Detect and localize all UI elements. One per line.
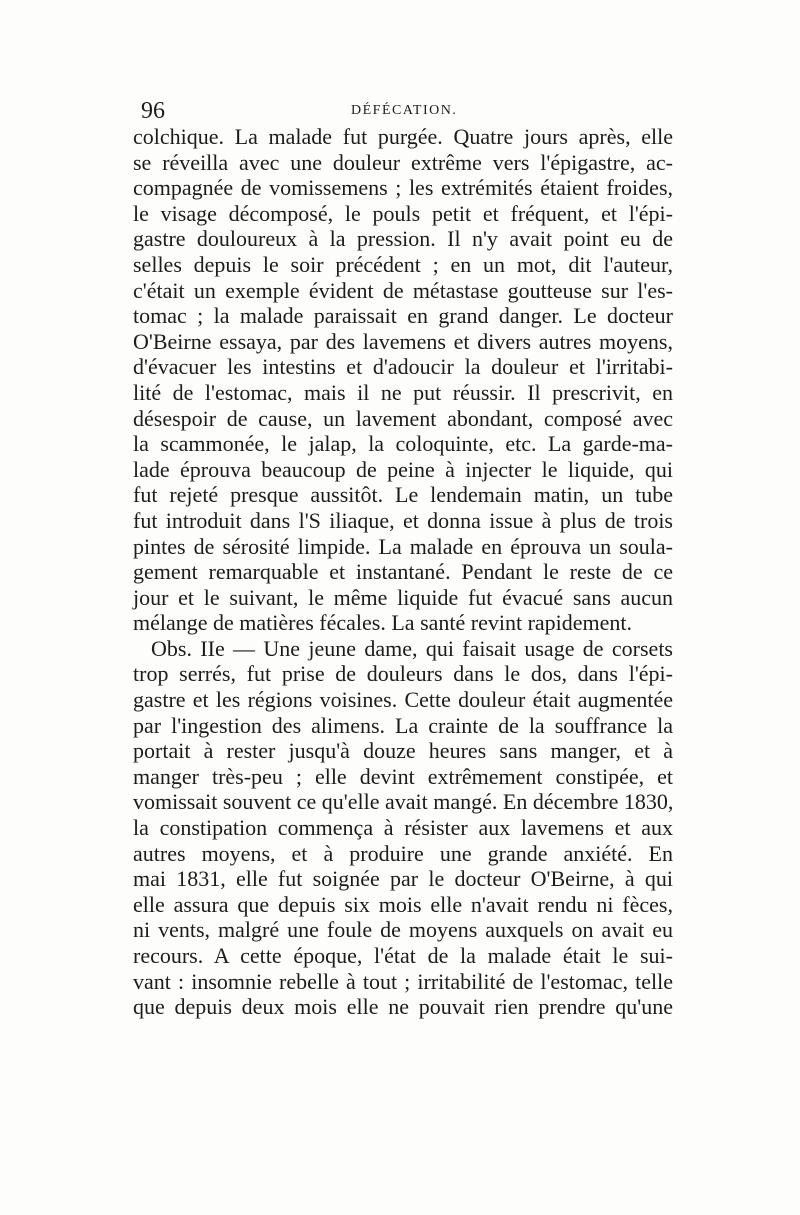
text-line: O'Beirne essaya, par des lavemens et divers autres moyens, [133, 328, 673, 354]
text-line: vomissait souvent ce qu'elle avait mangé. En décembre 1830, [133, 789, 674, 815]
text-line: vant : insomnie rebelle à tout ; irritabilité de l'estomac, telle [133, 968, 673, 994]
text-line: colchique. La malade fut purgée. Quatre jours après, elle [133, 124, 673, 149]
text-line: la scammonée, le jalap, la coloquinte, etc. La garde-ma- [133, 431, 673, 457]
text-line: mai 1831, elle fut soignée par le docteur O'Beirne, à qui [133, 866, 673, 892]
text-line: gement remarquable et instantané. Pendant le reste de ce [133, 559, 673, 585]
text-line: gastre douloureux à la pression. Il n'y avait point eu de [133, 226, 673, 252]
page-number: 96 [141, 98, 165, 124]
text-line: c'était un exemple évident de métastase goutteuse sur l'es- [133, 277, 673, 303]
text-line: tomac ; la malade paraissait en grand danger. Le docteur [133, 303, 673, 329]
text-line: lité de l'estomac, mais il ne put réussir. Il prescrivit, en [133, 379, 673, 405]
text-line: selles depuis le soir précédent ; en un mot, dit l'auteur, [133, 251, 673, 277]
text-line: fut rejeté presque aussitôt. Le lendemain matin, un tube [133, 482, 673, 508]
text-line: portait à rester jusqu'à douze heures sans manger, et à [133, 738, 673, 764]
text-line: gastre et les régions voisines. Cette douleur était augmentée [133, 687, 673, 713]
text-line: lade éprouva beaucoup de peine à injecter le liquide, qui [133, 456, 673, 482]
body-text [133, 124, 673, 1020]
text-line: pintes de sérosité limpide. La malade en éprouva un soula- [133, 533, 673, 559]
text-line: recours. A cette époque, l'état de la malade était le sui- [133, 943, 673, 968]
text-line: Obs. IIe — Une jeune dame, qui faisait usage de corsets [151, 635, 673, 661]
text-line: fut introduit dans l'S iliaque, et donna issue à plus de trois [133, 507, 673, 533]
text-line: trop serrés, fut prise de douleurs dans le dos, dans l'épi- [133, 661, 673, 687]
text-line: se réveilla avec une douleur extrême vers l'épigastre, ac- [133, 149, 673, 175]
text-line: le visage décomposé, le pouls petit et fréquent, et l'épi- [133, 200, 673, 226]
text-line: jour et le suivant, le même liquide fut évacué sans aucun [133, 584, 673, 610]
running-title: DÉFÉCATION. [351, 103, 458, 118]
text-line: autres moyens, et à produire une grande anxiété. En [133, 840, 673, 866]
text-line: que depuis deux mois elle ne pouvait rien prendre qu'une [133, 994, 673, 1020]
text-line: ni vents, malgré une foule de moyens auxquels on avait eu [133, 917, 673, 943]
page-header [133, 96, 673, 126]
text-line: désespoir de cause, un lavement abondant, composé avec [133, 405, 673, 431]
text-line: d'évacuer les intestins et d'adoucir la douleur et l'irritabi- [133, 354, 673, 380]
text-line: par l'ingestion des alimens. La crainte de la souffrance la [133, 712, 673, 738]
text-line: manger très-peu ; elle devint extrêmement constipée, et [133, 763, 673, 789]
text-line: compagnée de vomissemens ; les extrémités étaient froides, [133, 175, 673, 201]
text-line: elle assura que depuis six mois elle n'avait rendu ni fèces, [133, 891, 673, 917]
text-line: mélange de matières fécales. La santé revint rapidement. [133, 610, 633, 636]
text-line: la constipation commença à résister aux lavemens et aux [133, 815, 673, 841]
